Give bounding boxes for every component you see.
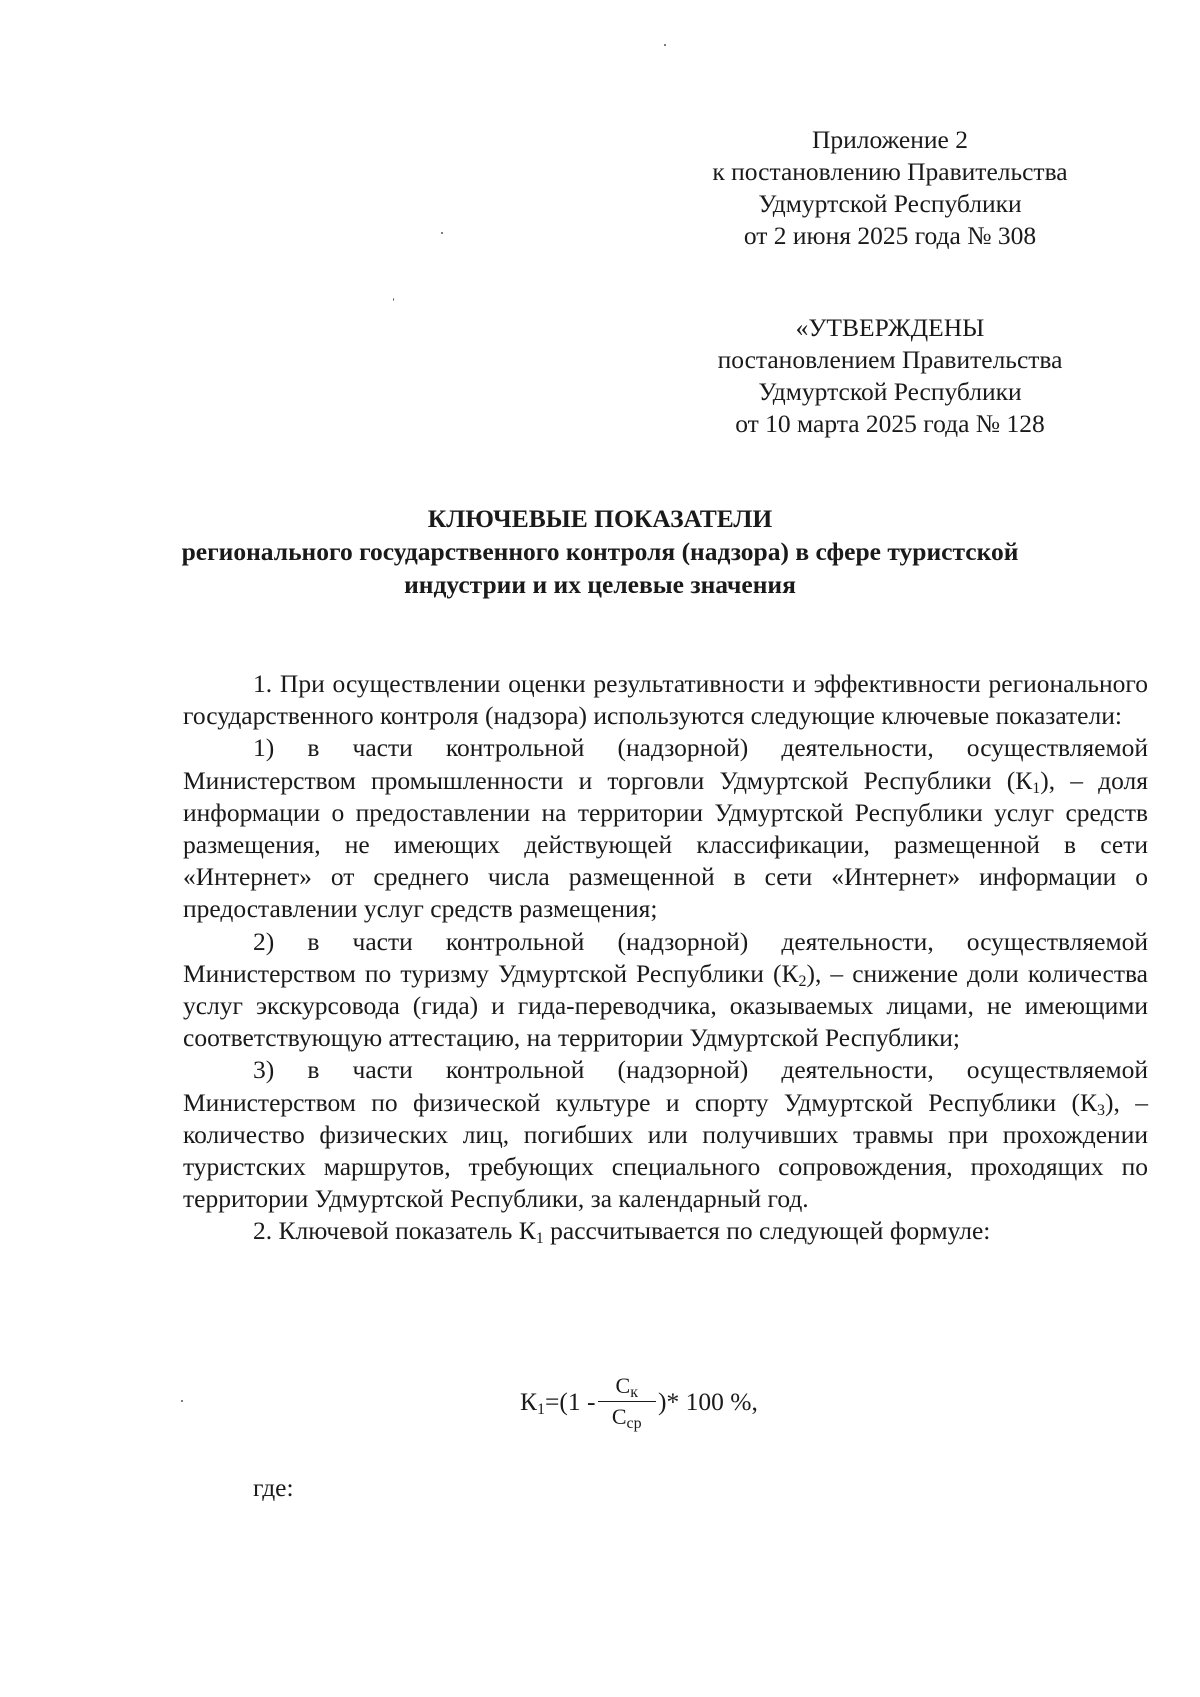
fraction-numerator: $С_к$ bbox=[598, 1373, 656, 1402]
formula-lhs: $К_1$ bbox=[520, 1386, 546, 1418]
paragraph-2: 2. Ключевой показатель $К_1$ рассчитывается по следующей формуле: bbox=[253, 1216, 991, 1248]
appendix-region: Удмуртской Республики bbox=[758, 189, 1022, 218]
approved-region: Удмуртской Республики bbox=[758, 377, 1022, 406]
document-title bbox=[100, 502, 1100, 601]
fraction-denominator: $С_{ср}$ bbox=[611, 1404, 642, 1432]
paragraph-item-3: 3) в части контрольной (надзорной) деятельности, осуществляемой Министерством по физической культуре и спорту Удмуртской Республики $(К_3)$, – количество физических лиц, погибших или получивших травмы при прохождении туристских маршрутов, требующих специального сопровождения, проходящих по территории Удмуртской Республики, за календарный год. bbox=[183, 1055, 1149, 1214]
approved-label: «УТВЕРЖДЕНЫ bbox=[795, 313, 985, 342]
where-label: где: bbox=[253, 1473, 294, 1502]
title-main: КЛЮЧЕВЫЕ ПОКАЗАТЕЛИ bbox=[427, 504, 773, 533]
document-body bbox=[183, 668, 1148, 1248]
appendix-reference: к постановлению Правительства bbox=[712, 157, 1068, 186]
appendix-header bbox=[680, 124, 1100, 252]
formula-close: )* 100 %, bbox=[657, 1386, 758, 1416]
paragraph-1: 1. При осуществлении оценки результативности и эффективности регионального государственного контроля (надзора) используются следующие ключевые показатели: bbox=[183, 669, 1148, 731]
approval-stamp bbox=[680, 312, 1100, 440]
appendix-number: Приложение 2 bbox=[812, 125, 968, 154]
paragraph-item-1: 1) в части контрольной (надзорной) деятельности, осуществляемой Министерством промышленности и торговли Удмуртской Республики $(К_1)$, – доля информации о предоставлении на территории Удмуртской Республики услуг средств размещения, не имеющих действующей классификации, размещенной в сети «Интернет» от среднего числа размещенной в сети «Интернет» информации о предоставлении услуг средств размещения; bbox=[183, 733, 1148, 924]
formula-fraction bbox=[598, 1373, 656, 1430]
approved-by: постановлением Правительства bbox=[717, 345, 1063, 374]
scan-speck bbox=[181, 1400, 183, 1402]
formula-k1 bbox=[520, 1373, 758, 1430]
formula-open: =(1 - bbox=[545, 1386, 596, 1416]
scan-speck bbox=[664, 44, 666, 46]
title-sub-2: индустрии и их целевые значения bbox=[404, 570, 796, 599]
scan-speck bbox=[441, 232, 443, 234]
title-sub-1: регионального государственного контроля (надзора) в сфере туристской bbox=[181, 537, 1019, 566]
scan-speck bbox=[393, 298, 394, 301]
appendix-date: от 2 июня 2025 года № 308 bbox=[743, 221, 1037, 250]
paragraph-item-2: 2) в части контрольной (надзорной) деятельности, осуществляемой Министерством по туризму Удмуртской Республики $(К_2)$, – снижение доли количества услуг экскурсовода (гида) и гида-переводчика, оказываемых лицами, не имеющими соответствующую аттестацию, на территории Удмуртской Республики; bbox=[183, 926, 1148, 1053]
approved-date: от 10 марта 2025 года № 128 bbox=[735, 409, 1045, 438]
